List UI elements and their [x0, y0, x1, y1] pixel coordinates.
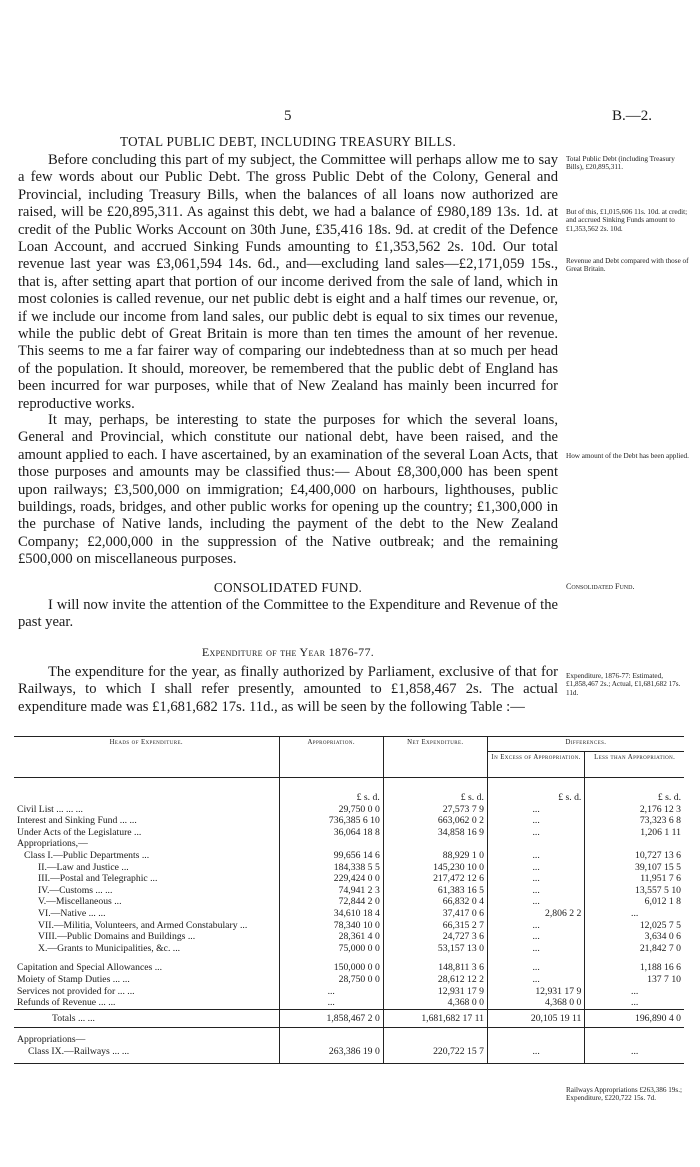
expenditure-table — [14, 736, 684, 1064]
table-row — [14, 804, 684, 816]
row-label: Class I.—Public Departments ... — [14, 850, 279, 862]
expenditure-heading: Expenditure of the Year 1876-77. — [201, 645, 375, 659]
row-net-expenditure: 53,157 13 0 — [383, 943, 487, 955]
row-less: 137 7 10 — [647, 973, 681, 985]
row-less: 13,557 5 10 — [634, 884, 681, 896]
debt-heading: TOTAL PUBLIC DEBT, INCLUDING TREASURY BILLS. — [119, 134, 457, 149]
row-excess: ... — [487, 850, 584, 862]
row-net-expenditure: 66,832 0 4 — [383, 896, 487, 908]
row-label: Civil List ... ... ... — [14, 804, 279, 816]
table-row — [14, 931, 684, 943]
debt-paragraph-1 — [18, 152, 558, 413]
row-appropriation: 34,610 18 4 — [279, 908, 383, 920]
rail-spacer-2 — [383, 1028, 487, 1046]
row-excess: ... — [487, 974, 584, 986]
row-appropriation: 78,340 10 0 — [279, 920, 383, 932]
row-label: Under Acts of the Legislature ... — [14, 827, 279, 839]
row-excess: ... — [487, 943, 584, 955]
row-appropriation: 184,338 5 5 — [279, 862, 383, 874]
table-row — [14, 862, 684, 874]
row-appropriation: ... — [279, 997, 383, 1009]
row-appropriation: 36,064 18 8 — [279, 827, 383, 839]
totals-less: 196,890 4 0 — [634, 1012, 681, 1024]
row-appropriation: 229,424 0 0 — [279, 873, 383, 885]
col-appropriation: Appropriation. — [279, 737, 383, 778]
expenditure-paragraph — [18, 664, 558, 716]
totals-appr: 1,858,467 2 0 — [279, 1009, 383, 1028]
row-less: 2,176 12 3 — [639, 803, 681, 815]
row-net-expenditure: 217,472 12 6 — [383, 873, 487, 885]
row-net-expenditure: 37,417 0 6 — [383, 908, 487, 920]
totals-net: 1,681,682 17 11 — [383, 1009, 487, 1028]
row-label: X.—Grants to Municipalities, &c. ... — [14, 943, 279, 955]
lsd-appr: £ s. d. — [279, 778, 383, 804]
page-number: 5 — [284, 108, 292, 124]
rail-spacer-4 — [585, 1028, 684, 1046]
rail-excess: ... — [487, 1046, 584, 1064]
consolidated-heading: CONSOLIDATED FUND. — [213, 580, 363, 595]
row-less: ... — [631, 985, 639, 997]
row-net-expenditure: 27,573 7 9 — [383, 804, 487, 816]
row-excess — [487, 838, 584, 850]
sidenote-debt-applied: How amount of the Debt has been applied. — [566, 452, 689, 460]
table-row — [14, 885, 684, 897]
row-excess: ... — [487, 931, 584, 943]
row-less: 11,951 7 6 — [640, 873, 681, 885]
rail-less: ... — [631, 1045, 639, 1057]
rail-net: 220,722 15 7 — [383, 1046, 487, 1064]
row-excess: 4,368 0 0 — [487, 997, 584, 1009]
rail-label: Class IX.—Railways ... ... — [14, 1046, 279, 1064]
row-excess: ... — [487, 862, 584, 874]
row-excess: ... — [487, 873, 584, 885]
rail-spacer-1 — [279, 1028, 383, 1046]
table-row — [14, 920, 684, 932]
row-label: Moiety of Stamp Duties ... ... — [14, 974, 279, 986]
table-row — [14, 896, 684, 908]
row-net-expenditure: 66,315 2 7 — [383, 920, 487, 932]
expenditure-table-wrapper — [14, 736, 684, 1064]
rail-heading: Appropriations— — [14, 1028, 279, 1046]
row-excess: ... — [487, 954, 584, 974]
row-net-expenditure: 61,383 16 5 — [383, 885, 487, 897]
table-row — [14, 850, 684, 862]
sidenote-revenue: Revenue and Debt compared with those of Great Britain. — [566, 257, 689, 274]
row-net-expenditure: 663,062 0 2 — [383, 815, 487, 827]
row-net-expenditure — [383, 838, 487, 850]
row-appropriation — [279, 838, 383, 850]
row-less: 3,634 0 6 — [644, 931, 681, 943]
sidenote-total-debt: Total Public Debt (including Treasury Bills), £20,895,311. — [566, 155, 675, 172]
col-excess: In Excess of Appropriation. — [487, 752, 584, 778]
row-appropriation: 28,361 4 0 — [279, 931, 383, 943]
lsd-spacer — [14, 778, 279, 804]
expenditure-rows — [14, 804, 684, 1010]
row-net-expenditure: 148,811 3 6 — [383, 954, 487, 974]
table-row — [14, 873, 684, 885]
lsd-excess: £ s. d. — [487, 778, 584, 804]
row-net-expenditure: 88,929 1 0 — [383, 850, 487, 862]
col-heads: Heads of Expenditure. — [14, 737, 279, 778]
row-less: ... — [631, 907, 639, 919]
table-row — [14, 838, 684, 850]
rail-appr: 263,386 19 0 — [279, 1046, 383, 1064]
row-label: VIII.—Public Domains and Buildings ... — [14, 931, 279, 943]
table-row — [14, 974, 684, 986]
row-net-expenditure: 12,931 17 9 — [383, 986, 487, 998]
row-appropriation: 72,844 2 0 — [279, 896, 383, 908]
row-label: VI.—Native ... ... — [14, 908, 279, 920]
row-net-expenditure: 24,727 3 6 — [383, 931, 487, 943]
row-appropriation: 736,385 6 10 — [279, 815, 383, 827]
col-less: Less than Appropriation. — [594, 754, 676, 761]
row-less: 10,727 13 6 — [634, 849, 681, 861]
row-net-expenditure: 28,612 12 2 — [383, 974, 487, 986]
table-row — [14, 997, 684, 1009]
row-appropriation: ... — [279, 986, 383, 998]
row-less: 73,323 6 8 — [639, 815, 681, 827]
debt-text-1: Before concluding this part of my subject, the Committee will perhaps allow me to say a few words about our Public Debt. The gross Public Debt of the Colony, General and Provincial, including Treasury Bills, when the balances of all loans now authorized are raised, will be £20,895,311. As against this debt, we had a balance of £980,189 13s. 1d. at credit of the Public Works Account on 30th June, £35,416 18s. 9d. at credit of the Defence Loan Account, and accrued Sinking Funds amounting to £1,353,562 2s. 10d. Our total revenue last year was £3,061,594 14s. 6d., and—excluding land sales—£2,171,059 15s., that is, after setting apart that portion of our income derived from the sale of land, which in most colonies is called revenue, our net public debt is eight and a half times our revenue, or, if we include our income from land sales, our public debt is equal to six times our revenue, while the public debt of Great Britain is more than ten times the amount of her revenue. This seems to me a far fairer way of comparing our indebtedness than at so much per head of the population. It should, moreover, be remembered that the public debt of England has been incurred for war purposes, while that of New Zealand has mainly been incurred for reproductive works. — [18, 152, 558, 412]
row-appropriation: 28,750 0 0 — [279, 974, 383, 986]
table-row — [14, 815, 684, 827]
row-excess: ... — [487, 885, 584, 897]
row-excess: 12,931 17 9 — [487, 986, 584, 998]
row-excess: ... — [487, 804, 584, 816]
row-label: Refunds of Revenue ... ... — [14, 997, 279, 1009]
row-net-expenditure: 4,368 0 0 — [383, 997, 487, 1009]
lsd-net: £ s. d. — [383, 778, 487, 804]
row-label: III.—Postal and Telegraphic ... — [14, 873, 279, 885]
row-label: Services not provided for ... ... — [14, 986, 279, 998]
document-reference: B.—2. — [612, 108, 653, 124]
row-excess: ... — [487, 896, 584, 908]
row-less: 12,025 7 5 — [639, 919, 681, 931]
row-label: Interest and Sinking Fund ... ... — [14, 815, 279, 827]
consolidated-text: I will now invite the attention of the Committee to the Expenditure and Revenue of the past year. — [18, 597, 558, 631]
row-less: 1,188 16 6 — [639, 962, 681, 974]
consolidated-paragraph — [18, 597, 558, 632]
totals-excess: 20,105 19 11 — [487, 1009, 584, 1028]
row-net-expenditure: 34,858 16 9 — [383, 827, 487, 839]
row-net-expenditure: 145,230 10 0 — [383, 862, 487, 874]
row-appropriation: 150,000 0 0 — [279, 954, 383, 974]
row-excess: ... — [487, 815, 584, 827]
row-appropriation: 74,941 2 3 — [279, 885, 383, 897]
sidenote-consolidated: Consolidated Fund. — [566, 582, 635, 591]
col-differences: Differences. — [487, 737, 684, 752]
debt-text-2: It may, perhaps, be interesting to state the purposes for which the several loans, General and Provincial, which constitute our national debt, have been raised, and the amount applied to each. I have ascertained, by an examination of the several Loan Acts, that those purposes and amounts may be classified thus:— About £8,300,000 has been spent upon railways; £3,500,000 on immigration; £4,400,000 on harbours, lighthouses, public buildings, roads, bridges, and other public works for opening up the country; £1,300,000 in the purchase of Native lands, including the payment of the debt to the New Zealand Company; £2,000,000 in the suppression of the Native outbreak; and the remaining £500,000 on miscellaneous purposes. — [18, 412, 558, 568]
table-row — [14, 986, 684, 998]
col-net-expenditure: Net Expenditure. — [383, 737, 487, 778]
table-row — [14, 954, 684, 974]
sidenote-credit: But of this, £1,015,606 11s. 10d. at credit; and accrued Sinking Funds amount to £1,353,562 2s. 10d. — [566, 208, 688, 233]
row-label: Capitation and Special Allowances ... — [14, 954, 279, 974]
table-row — [14, 908, 684, 920]
debt-paragraph-2 — [18, 412, 558, 569]
sidenote-expenditure: Expenditure, 1876-77: Estimated, £1,858,467 2s.; Actual, £1,681,682 17s. 11d. — [566, 672, 681, 697]
row-label: VII.—Militia, Volunteers, and Armed Constabulary ... — [14, 920, 279, 932]
row-less: 1,206 1 11 — [640, 826, 681, 838]
rail-spacer-3 — [487, 1028, 584, 1046]
row-appropriation: 99,656 14 6 — [279, 850, 383, 862]
sidenote-railways: Railways Appropriations £263,386 19s.; Expenditure, £220,722 15s. 7d. — [566, 1086, 682, 1103]
row-less: ... — [631, 997, 639, 1009]
table-row — [14, 827, 684, 839]
table-row — [14, 943, 684, 955]
row-appropriation: 29,750 0 0 — [279, 804, 383, 816]
row-label: V.—Miscellaneous ... — [14, 896, 279, 908]
row-label: IV.—Customs ... ... — [14, 885, 279, 897]
row-less: 6,012 1 8 — [644, 896, 681, 908]
row-label: Appropriations,— — [14, 838, 279, 850]
expenditure-text: The expenditure for the year, as finally authorized by Parliament, exclusive of that for Railways, to which I shall refer presently, amounted to £1,858,467 2s. The actual expenditure made was £1,681,682 17s. 11d., as will be seen by the following Table :— — [18, 664, 558, 715]
totals-label: Totals ... ... — [14, 1009, 279, 1028]
row-less: 39,107 15 5 — [634, 861, 681, 873]
row-less — [585, 838, 684, 850]
row-excess: ... — [487, 920, 584, 932]
row-excess: 2,806 2 2 — [487, 908, 584, 920]
lsd-less: £ s. d. — [657, 792, 681, 803]
row-less: 21,842 7 0 — [639, 942, 681, 954]
row-appropriation: 75,000 0 0 — [279, 943, 383, 955]
row-label: II.—Law and Justice ... — [14, 862, 279, 874]
row-excess: ... — [487, 827, 584, 839]
